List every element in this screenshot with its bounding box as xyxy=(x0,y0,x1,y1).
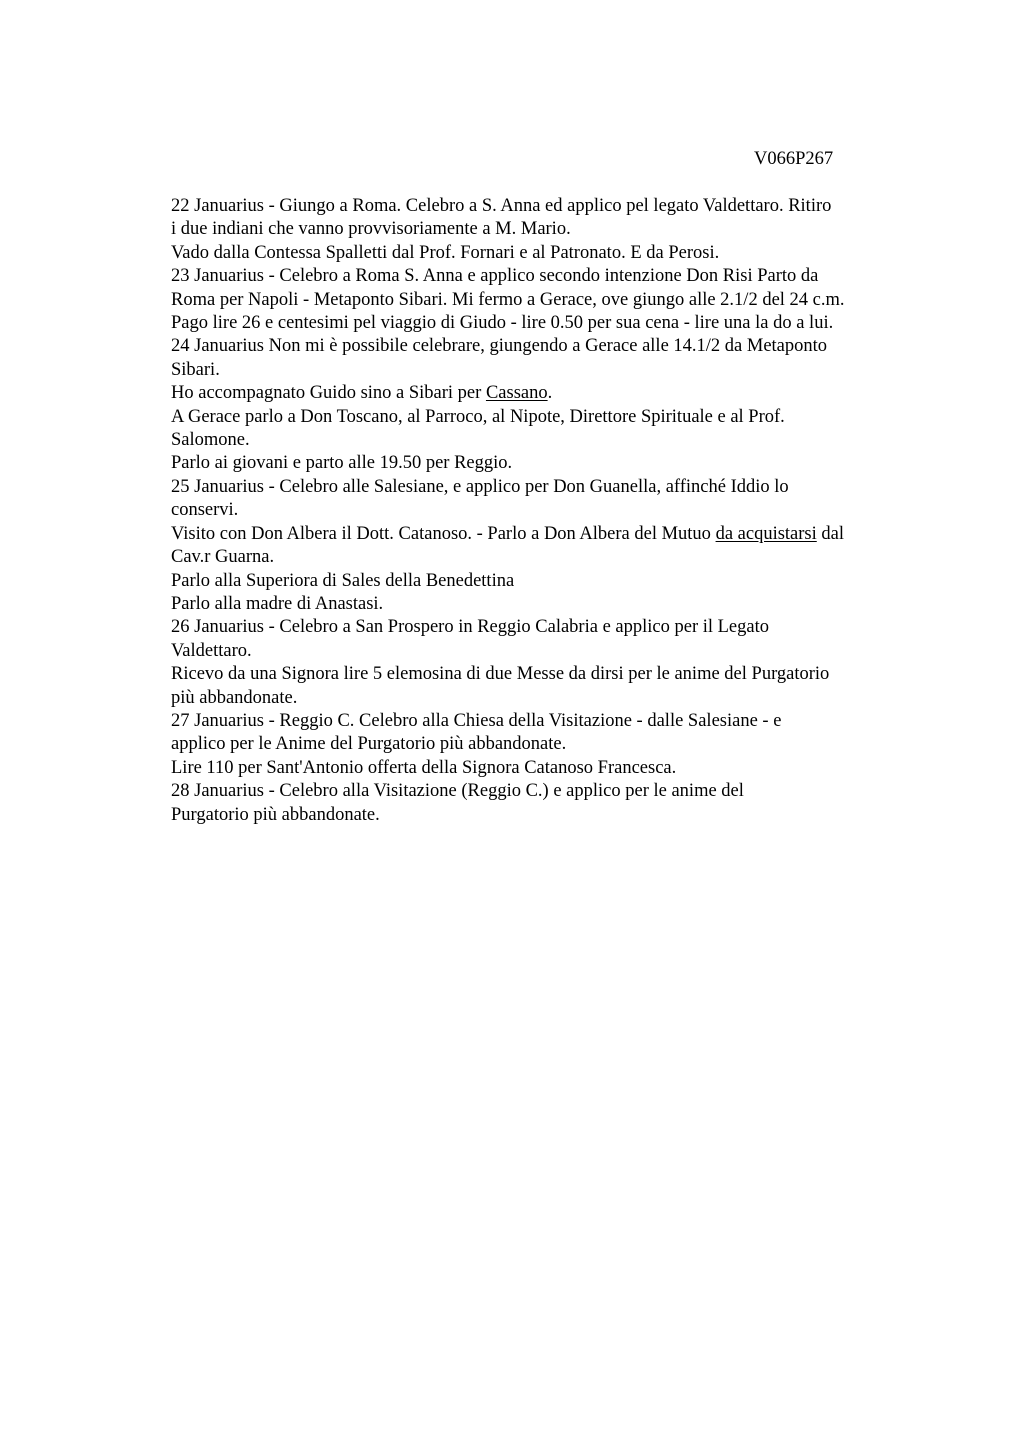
text-span: Valdettaro. xyxy=(171,640,252,661)
text-line xyxy=(171,710,931,733)
text-line xyxy=(171,804,931,827)
text-span: Parlo ai giovani e parto alle 19.50 per Reggio. xyxy=(171,453,513,474)
text-span: . xyxy=(547,383,553,404)
text-span: Roma per Napoli - Metaponto Sibari. Mi fermo a Gerace, ove giungo alle 2.1/2 del 24 c.m. xyxy=(171,289,845,310)
text-line xyxy=(171,289,931,312)
text-line xyxy=(171,499,931,522)
text-span: 25 Januarius - Celebro alle Salesiane, e applico per Don Guanella, affinché Iddio lo xyxy=(171,476,789,497)
text-span: Pago lire 26 e centesimi pel viaggio di Giudo - lire 0.50 per sua cena - lire una la do a lui. xyxy=(171,313,834,334)
underlined-text: Cassano xyxy=(485,383,548,404)
text-span: 23 Januarius - Celebro a Roma S. Anna e applico secondo intenzione Don Risi Parto da xyxy=(171,266,819,287)
text-span: applico per le Anime del Purgatorio più abbandonate. xyxy=(171,734,567,755)
text-line xyxy=(171,687,931,710)
text-line xyxy=(171,406,931,429)
page-identifier: V066P267 xyxy=(754,149,834,169)
text-line xyxy=(171,429,931,452)
text-span: i due indiani che vanno provvisoriamente a M. Mario. xyxy=(171,219,571,240)
text-span: 27 Januarius - Reggio C. Celebro alla Chiesa della Visitazione - dalle Salesiane - e xyxy=(171,710,782,731)
text-line xyxy=(171,218,931,241)
text-span: Ricevo da una Signora lire 5 elemosina di due Messe da dirsi per le anime del Purgatorio xyxy=(171,664,830,685)
text-span: Parlo alla madre di Anastasi. xyxy=(171,593,384,614)
text-span: 24 Januarius Non mi è possibile celebrare, giungendo a Gerace alle 14.1/2 da Metaponto xyxy=(171,336,828,357)
text-span: Purgatorio più abbandonate. xyxy=(171,804,380,825)
text-line xyxy=(171,523,931,546)
text-line xyxy=(171,335,931,358)
text-span: 22 Januarius - Giungo a Roma. Celebro a S. Anna ed applico pel legato Valdettaro. Ritiro xyxy=(171,196,832,216)
text-line xyxy=(171,452,931,475)
text-span: Cav.r Guarna. xyxy=(171,547,275,568)
text-span: Salomone. xyxy=(171,430,250,451)
text-line xyxy=(171,780,931,803)
text-line xyxy=(171,242,931,265)
diary-text xyxy=(171,195,931,827)
text-span: 28 Januarius - Celebro alla Visitazione (Reggio C.) e applico per le anime del xyxy=(171,781,744,802)
text-line xyxy=(171,195,931,218)
text-span: Sibari. xyxy=(171,359,220,380)
text-line xyxy=(171,546,931,569)
text-line xyxy=(171,616,931,639)
text-line xyxy=(171,476,931,499)
text-line xyxy=(171,382,931,405)
text-line xyxy=(171,663,931,686)
text-span: 26 Januarius - Celebro a San Prospero in Reggio Calabria e applico per il Legato xyxy=(171,617,769,638)
text-line xyxy=(171,757,931,780)
text-line xyxy=(171,593,931,616)
text-line xyxy=(171,265,931,288)
text-span: dal xyxy=(816,523,844,544)
text-span: A Gerace parlo a Don Toscano, al Parroco, al Nipote, Direttore Spirituale e al Prof. xyxy=(171,406,785,427)
text-line xyxy=(171,312,931,335)
text-span: Ho accompagnato Guido sino a Sibari per xyxy=(171,383,486,404)
text-span: Visito con Don Albera il Dott. Catanoso. - Parlo a Don Albera del Mutuo xyxy=(171,523,716,544)
text-span: Vado dalla Contessa Spalletti dal Prof. Fornari e al Patronato. E da Perosi. xyxy=(171,242,720,263)
text-line xyxy=(171,733,931,756)
text-span: Lire 110 per Sant'Antonio offerta della Signora Catanoso Francesca. xyxy=(171,757,677,778)
underlined-text: da acquistarsi xyxy=(715,523,817,544)
text-span: Parlo alla Superiora di Sales della Benedettina xyxy=(171,570,515,591)
text-line xyxy=(171,359,931,382)
text-line xyxy=(171,640,931,663)
text-span: più abbandonate. xyxy=(171,687,298,708)
text-line xyxy=(171,570,931,593)
text-span: conservi. xyxy=(171,500,239,521)
